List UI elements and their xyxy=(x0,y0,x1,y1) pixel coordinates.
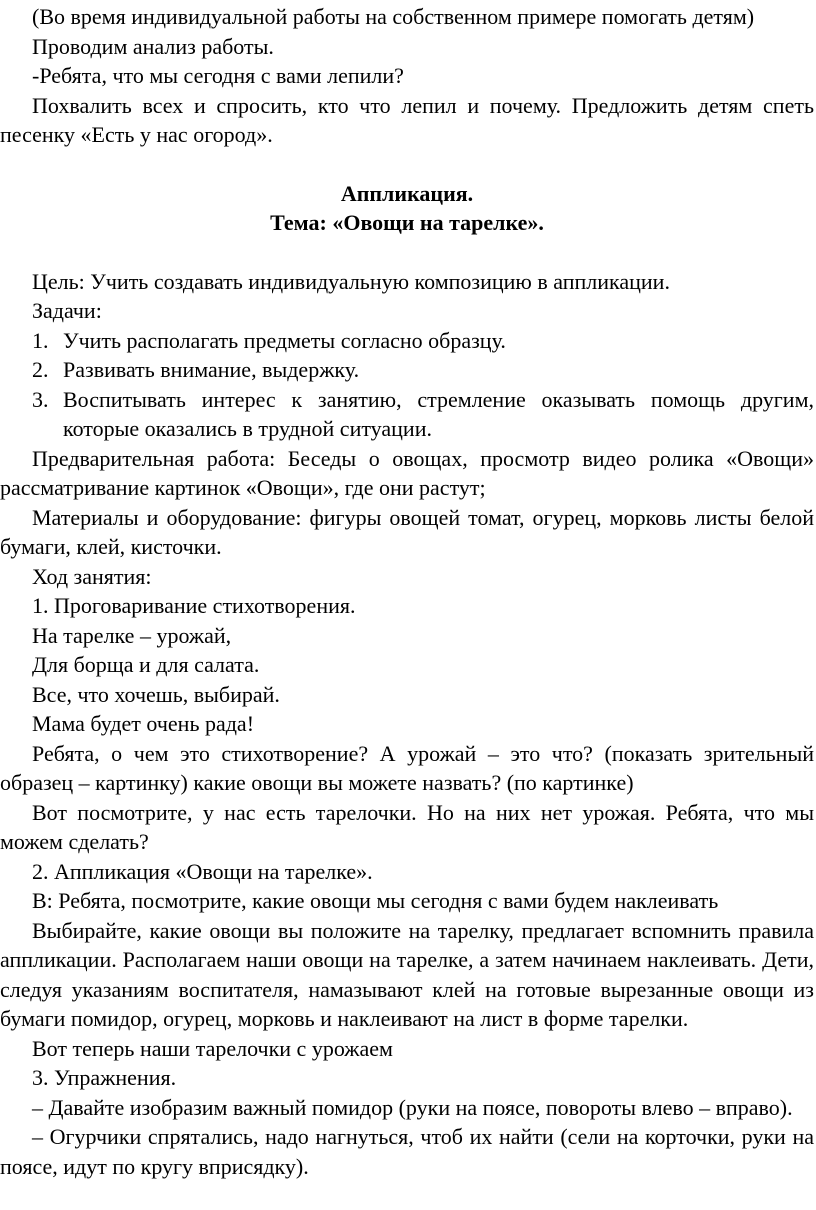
tasks-label: Задачи: xyxy=(32,298,102,323)
list-item xyxy=(0,326,814,356)
list-number: 2. xyxy=(32,357,49,382)
list-item-text: Развивать внимание, выдержку. xyxy=(63,357,360,382)
paragraph: Выбирайте, какие овощи вы положите на тарелку, предлагает вспомнить правила аппликации. Располагаем наши овощи на тарелке, а затем начинаем наклеивать. Дети, следуя указаниям воспитателя, намазывают клей на готовые вырезанные овощи из бумаги помидор, огурец, морковь и наклеивают на лист в форме тарелки. xyxy=(0,917,814,1031)
paragraph: 3. Упражнения. xyxy=(32,1065,177,1090)
list-number: 3. xyxy=(32,386,49,412)
paragraph: Предварительная работа: Беседы о овощах, просмотр видео ролика «Овощи» рассматривание картинок «Овощи», где они растут; xyxy=(0,445,814,500)
paragraph: Материалы и оборудование: фигуры овощей томат, огурец, морковь листы белой бумаги, клей, кисточки. xyxy=(0,504,814,559)
list-item-text: Учить располагать предметы согласно образцу. xyxy=(63,327,506,353)
poem-line: Все, что хочешь, выбирай. xyxy=(32,681,280,707)
paragraph: Проводим анализ работы. xyxy=(32,33,274,59)
paragraph: (Во время индивидуальной работы на собственном примере помогать детям) xyxy=(32,4,755,29)
list-item-text: Воспитывать интерес к занятию, стремление оказывать помощь другим, которые оказались в трудной ситуации. xyxy=(63,386,814,441)
paragraph: 2. Аппликация «Овощи на тарелке». xyxy=(32,858,373,884)
paragraph: Ребята, о чем это стихотворение? А урожай – это что? (показать зрительный образец – картинку) какие овощи вы можете назвать? (по картинке) xyxy=(0,740,814,795)
list-item xyxy=(0,385,814,444)
spacer xyxy=(0,150,814,179)
paragraph: Ход занятия: xyxy=(32,563,152,589)
paragraph: – Огурчики спрятались, надо нагнуться, чтоб их найти (сели на корточки, руки на поясе, идут по кругу вприсядку). xyxy=(0,1124,814,1179)
poem-line: На тарелке – урожай, xyxy=(32,622,232,648)
paragraph: В: Ребята, посмотрите, какие овощи мы сегодня с вами будем наклеивать xyxy=(32,888,719,913)
list-number: 1. xyxy=(32,327,49,353)
poem-line: Мама будет очень рада! xyxy=(32,711,255,736)
poem-line: Для борща и для салата. xyxy=(32,652,260,677)
goal-text: Цель: Учить создавать индивидуальную композицию в аппликации. xyxy=(32,268,670,294)
paragraph: Вот посмотрите, у нас есть тарелочки. Но на них нет урожая. Ребята, что мы можем сделать? xyxy=(0,799,814,854)
paragraph: – Давайте изобразим важный помидор (руки на поясе, повороты влево – вправо). xyxy=(32,1094,793,1120)
paragraph: Похвалить всех и спросить, кто что лепил и почему. Предложить детям спеть песенку «Есть у нас огород». xyxy=(0,92,814,147)
tasks-list xyxy=(0,326,814,444)
paragraph: 1. Проговаривание стихотворения. xyxy=(32,593,356,618)
spacer xyxy=(0,238,814,267)
paragraph: -Ребята, что мы сегодня с вами лепили? xyxy=(32,63,404,88)
paragraph: Вот теперь наши тарелочки с урожаем xyxy=(32,1035,393,1061)
section-theme: Тема: «Овощи на тарелке». xyxy=(270,210,544,235)
list-item xyxy=(0,355,814,385)
section-title: Аппликация. xyxy=(340,180,474,206)
